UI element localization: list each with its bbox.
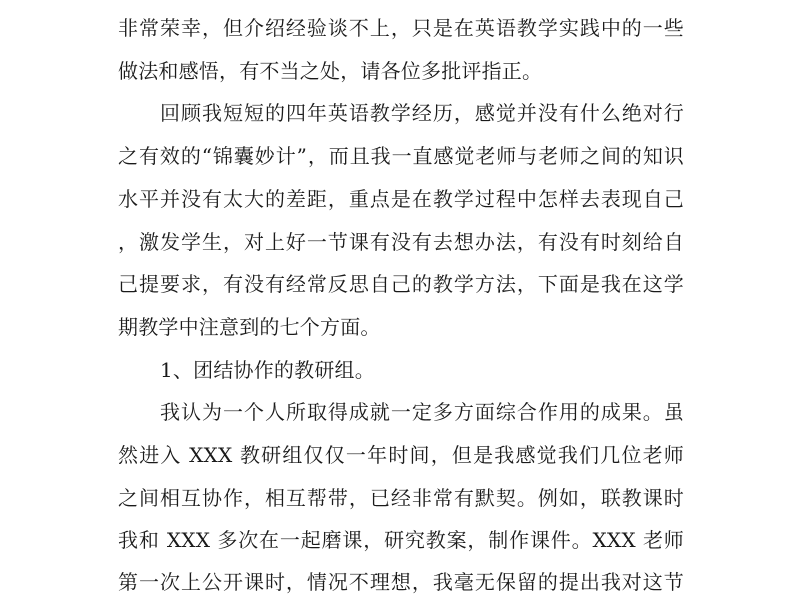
section-heading: 1、团结协作的教研组。: [160, 358, 375, 382]
text-line: 回顾我短短的四年英语教学经历，感觉并没有什么绝对行: [160, 101, 684, 125]
text-line: 之间相互协作，相互帮带，已经非常有默契。例如，联教课时: [118, 486, 684, 510]
text-line: 非常荣幸，但介绍经验谈不上，只是在英语教学实践中的一些: [118, 16, 684, 40]
text-line: 期教学中注意到的七个方面。: [118, 315, 381, 339]
text-line: 水平并没有太大的差距，重点是在教学过程中怎样去表现自己: [118, 187, 684, 211]
text-line: 己提要求，有没有经常反思自己的教学方法，下面是我在这学: [118, 272, 684, 296]
text-line: ，激发学生，对上好一节课有没有去想办法，有没有时刻给自: [118, 230, 684, 254]
text-line: 我和 XXX 多次在一起磨课，研究教案，制作课件。XXX 老师: [118, 528, 684, 552]
text-line: 我认为一个人所取得成就一定多方面综合作用的成果。虽: [160, 400, 684, 424]
text-line: 第一次上公开课时，情况不理想，我毫无保留的提出我对这节: [118, 570, 684, 594]
text-line: 做法和感悟，有不当之处，请各位多批评指正。: [118, 59, 543, 83]
text-line: 然进入 XXX 教研组仅仅一年时间，但是我感觉我们几位老师: [118, 443, 684, 467]
text-line: 之有效的“锦囊妙计”，而且我一直感觉老师与老师之间的知识: [118, 144, 684, 168]
